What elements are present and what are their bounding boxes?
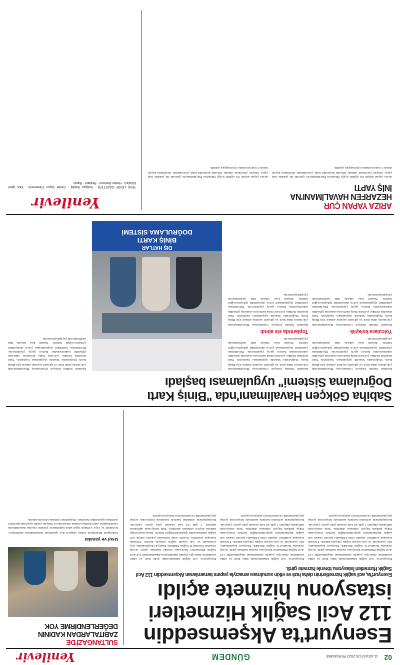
- side-article-text: Sultangazi Belediyesi zabıta ekipleri ilçe genelinde denetimlerini sürdürüyor. Kaldırım ve yaya yollarını işgal eden işletmelere yönelik yapılan denetimlerde vatandaşların rahat hareket etmesi amaçlanıyor. Ekipler esnafı uyararak kurallara uyulması gerektiğini hatırlattı. Denetimler aralıksız devam edecek.: [8, 517, 118, 535]
- side-article-subhead: Usul ve yasalar: [84, 537, 118, 542]
- airport-sign-line-3: DOĞRULAMA SİSTEMİ: [121, 228, 193, 235]
- lower-rule: [6, 214, 394, 215]
- main-headline-line-3: istasyonu hizmete açıldı: [157, 579, 392, 602]
- header-rule: [6, 648, 394, 649]
- bottom-article-text-2: İstanbul Sabiha Gökçen Uluslararası Havalimanı'nda yolcuların daha hızlı ve güvenli seyahat etmesi için Biniş Kartı Doğrulama Sistemi uygulaması başlatıldı. Yeni sistemle birlikte yolcular biniş kartlarını okutarak güvenlik noktalarından hızlıca geçiş yapabilecek. Havalimanı yetkilileri uygulamanın yolcu deneyimini iyileştireceğini belirtti. Sistem kısa sürede tüm terminallerde yaygınlaştırılacak.: [312, 292, 392, 327]
- bottom-article-column-2: [228, 221, 308, 371]
- page-date: 11 AĞUSTOS 2022 PERŞEMBE: [326, 654, 378, 658]
- footer-masthead-logo: Yenilevir: [31, 194, 100, 210]
- main-headline-line-1: Esenyurt'ta Akşemseddin: [143, 623, 392, 646]
- airport-sign-line-2: BİNİŞ KARTI: [137, 236, 177, 243]
- bottom-article-text-3: İstanbul Sabiha Gökçen Uluslararası Havalimanı'nda yolcuların daha hızlı ve güvenli seyahat etmesi için Biniş Kartı Doğrulama Sistemi uygulaması başlatıldı. Yeni sistemle birlikte yolcular biniş kartlarını okutarak güvenlik noktalarından hızlıca geçiş yapabilecek. Havalimanı yetkilileri uygulamanın yolcu deneyimini iyileştireceğini belirtti. Sistem kısa sürede tüm terminallerde yaygınlaştırılacak.: [228, 336, 308, 371]
- main-article-column-3: Esenyurt'ta, acil sağlık hizmetlerinin daha hızlı ve etkin sunulması amacıyla yapımı tamamlanan Akşemseddin 112 Acil Sağlık Hizmetleri İstasyonu törenle hizmete girdi. Açılış törenine İstanbul İl Sağlık Müdürü, Esenyurt Kaymakamı, ilçe protokolü ve çok sayıda sağlık çalışanı katıldı. Törende konuşan yetkililer, ilçenin artan nüfusuna paralel olarak acil sağlık hizmetlerinin güçlendirildiğini belirtti. İstasyonun bölge halkına hayırlı olmasını dilediler. Yeni istasyonda ambulans ekipleri 7 gün 24 saat esasına göre görev yapacak. Konuşmaların ardından kurdele kesilerek istasyonun açılışı gerçekleştirildi ve katılımcılar istasyonu gezdi.: [130, 514, 216, 561]
- hezarfen-headline-line-1: ARIZA YAPAN ÇUR: [324, 201, 392, 210]
- hezarfen-article-column-2: Arıza yapan küçük bir eğitim uçağı Hezarfen Havalimanı'na güvenli bir şekilde iniş yaptı. Olayda yaralanan olmadı. Pilotun kontrollü inişi çevredekiler tarafından kayda alındı. Uçak inceleme için hangara çekildi.: [148, 166, 268, 179]
- bottom-article-subhead-2: Toplantıda ele alındı: [260, 327, 308, 334]
- main-article-column-1: Esenyurt'ta, acil sağlık hizmetlerinin daha hızlı ve etkin sunulması amacıyla yapımı tamamlanan Akşemseddin 112 Acil Sağlık Hizmetleri İstasyonu törenle hizmete girdi. Açılış törenine İstanbul İl Sağlık Müdürü, Esenyurt Kaymakamı, ilçe protokolü ve çok sayıda sağlık çalışanı katıldı. Törende konuşan yetkililer, ilçenin artan nüfusuna paralel olarak acil sağlık hizmetlerinin güçlendirildiğini belirtti. İstasyonun bölge halkına hayırlı olmasını dilediler. Yeni istasyonda ambulans ekipleri 7 gün 24 saat esasına göre görev yapacak. Konuşmaların ardından kurdele kesilerek istasyonun açılışı gerçekleştirildi ve katılımcılar istasyonu gezdi.: [308, 514, 392, 561]
- hezarfen-article-column-1: Arıza yapan küçük bir eğitim uçağı Hezarfen Havalimanı'na güvenli bir şekilde iniş yaptı. Olayda yaralanan olmadı. Pilotun kontrollü inişi çevredekiler tarafından kayda alındı. Uçak inceleme için hangara çekildi.: [272, 166, 392, 179]
- section-title: GÜNDEM: [211, 652, 250, 661]
- airport-sign-line-1: DIŞ HATLAR: [142, 244, 172, 250]
- sidebar-divider: [123, 410, 124, 645]
- bottom-article-text-4: İstanbul Sabiha Gökçen Uluslararası Havalimanı'nda yolcuların daha hızlı ve güvenli seyahat etmesi için Biniş Kartı Doğrulama Sistemi uygulaması başlatıldı. Yeni sistemle birlikte yolcular biniş kartlarını okutarak güvenlik noktalarından hızlıca geçiş yapabilecek. Havalimanı yetkilileri uygulamanın yolcu deneyimini iyileştireceğini belirtti. Sistem kısa sürede tüm terminallerde yaygınlaştırılacak.: [228, 292, 308, 327]
- bottom-article-text-1: İstanbul Sabiha Gökçen Uluslararası Havalimanı'nda yolcuların daha hızlı ve güvenli seyahat etmesi için Biniş Kartı Doğrulama Sistemi uygulaması başlatıldı. Yeni sistemle birlikte yolcular biniş kartlarını okutarak güvenlik noktalarından hızlıca geçiş yapabilecek. Havalimanı yetkilileri uygulamanın yolcu deneyimini iyileştireceğini belirtti. Sistem kısa sürede tüm terminallerde yaygınlaştırılacak.: [312, 336, 392, 371]
- bottom-article-subhead-1: Yolculara kolaylık: [350, 327, 392, 334]
- hezarfen-headline-line-2: HEZARFEN HAVALİMANI'NA: [290, 192, 392, 201]
- airport-gate-photo: [92, 251, 222, 371]
- airport-sign: [92, 221, 222, 251]
- bottom-article-column-3: İstanbul Sabiha Gökçen Uluslararası Havalimanı'nda yolcuların daha hızlı ve güvenli seyahat etmesi için Biniş Kartı Doğrulama Sistemi uygulaması başlatıldı. Yeni sistemle birlikte yolcular biniş kartlarını okutarak güvenlik noktalarından hızlıca geçiş yapabilecek. Havalimanı yetkilileri uygulamanın yolcu deneyimini iyileştireceğini belirtti. Sistem kısa sürede tüm terminallerde yaygınlaştırılacak.: [8, 336, 86, 371]
- footer-divider: [141, 10, 142, 210]
- main-article-column-2: Esenyurt'ta, acil sağlık hizmetlerinin daha hızlı ve etkin sunulması amacıyla yapımı tamamlanan Akşemseddin 112 Acil Sağlık Hizmetleri İstasyonu törenle hizmete girdi. Açılış törenine İstanbul İl Sağlık Müdürü, Esenyurt Kaymakamı, ilçe protokolü ve çok sayıda sağlık çalışanı katıldı. Törende konuşan yetkililer, ilçenin artan nüfusuna paralel olarak acil sağlık hizmetlerinin güçlendirildiğini belirtti. İstasyonun bölge halkına hayırlı olmasını dilediler. Yeni istasyonda ambulans ekipleri 7 gün 24 saat esasına göre görev yapacak. Konuşmaların ardından kurdele kesilerek istasyonun açılışı gerçekleştirildi ve katılımcılar istasyonu gezdi.: [220, 514, 304, 561]
- side-headline-line-1: SULTANGAZİ'DE: [66, 638, 118, 645]
- side-headline-line-3: DEĞERLENDİRME YOK: [44, 622, 118, 629]
- side-article-photo: [8, 547, 118, 617]
- hezarfen-headline-line-3: İNİŞ YAPTI: [354, 183, 392, 192]
- footer-imprint: YENİ LEVİR GAZETESİ · İmtiyaz Sahibi · Genel Yayın Yönetmeni · Yazı İşleri Müdürü · Haber Merkezi · Reklam · Baskı: [8, 180, 136, 189]
- side-headline-line-2: ZABITALARDAN KADININ: [38, 630, 118, 637]
- mid-rule: [6, 406, 394, 407]
- side-article-body: [8, 411, 118, 543]
- bottom-article-column-1: [312, 221, 392, 371]
- page-number: 02: [384, 653, 392, 660]
- main-headline-line-2: 112 Acil Sağlık Hizmetleri: [148, 601, 392, 624]
- bottom-headline-line-2: Doğrulama Sistemi" uygulaması başladı: [165, 375, 392, 389]
- masthead-logo: Yenilevir: [16, 650, 75, 664]
- main-deck: Esenyurt'ta, acil sağlık hizmetlerinin daha hızlı ve etkin sunulması amacıyla yapımı tamamlanan Akşemseddin 112 Acil Sağlık Hizmetleri İstasyonu törenle hizmete girdi.: [136, 564, 392, 577]
- bottom-headline-line-1: Sabiha Gökçen Havalimanı'nda "Biniş Kartı: [147, 389, 392, 403]
